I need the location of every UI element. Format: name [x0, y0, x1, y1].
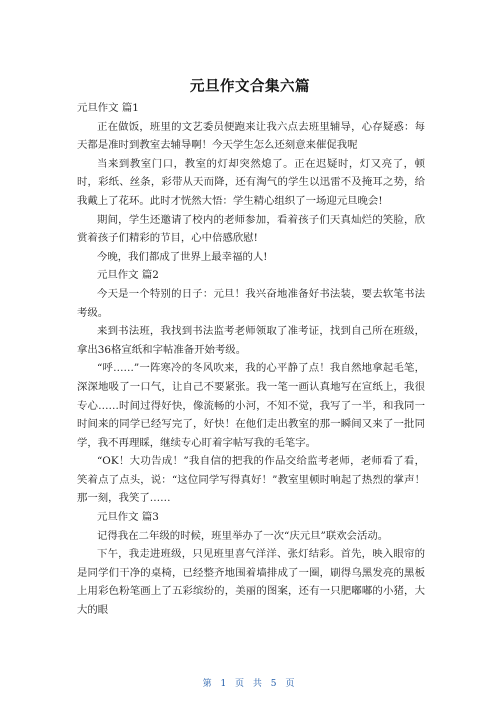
paragraph: 当来到教室门口，教室的灯却突然熄了。正在迟疑时，灯又亮了，顿时，彩纸、丝条，彩带从天而降，还有淘气的学生以迅雷不及掩耳之势，给我戴上了花环。此时才恍然大悟：学生精心组织了一场迎元旦晚会! — [77, 157, 425, 207]
page-footer: 第 1 页 共 5 页 — [202, 679, 298, 689]
section-heading: 元旦作文 篇3 — [97, 511, 159, 524]
paragraph: 今晚，我们都成了世界上最幸福的人! — [97, 250, 268, 263]
paragraph: 下午，我走进班级，只见班里喜气洋洋、张灯结彩。首先，映入眼帘的是同学们干净的桌椅，已经整齐地围着墙排成了一圈，刷得乌黑发亮的黑板上用彩色粉笔画上了五彩缤纷的，美丽的图案，还有一只肥嘟嘟的小猪，大大的眼 — [77, 548, 425, 617]
paragraph: 来到书法班，我找到书法监考老师领取了准考证，找到自己所在班级，拿出36格宣纸和字帖准备开始考级。 — [77, 325, 425, 356]
paragraph: 正在做饭，班里的文艺委员便跑来让我六点去班里辅导，心存疑惑：每天都是准时到教室去辅导啊！今天学生怎么还刻意来催促我呢 — [77, 120, 425, 152]
section-heading: 元旦作文 篇2 — [97, 269, 159, 282]
section-heading: 元旦作文 篇1 — [77, 102, 139, 114]
paragraph: 记得我在二年级的时候，班里举办了一次“庆元旦”联欢会活动。 — [97, 529, 389, 542]
paragraph: 今天是一个特别的日子：元旦！我兴奋地准备好书法装，要去软笔书法考级。 — [77, 287, 425, 319]
document-body — [77, 99, 425, 620]
page-title: 元旦作文合集六篇 — [190, 79, 310, 95]
paragraph: “呼……”一阵寒冷的冬风吹来，我的心平静了点！我自然地拿起毛笔，深深地吸了一口气，让自己不要紧张。我一笔一画认真地写在宣纸上，我很专心……时间过得好快，像流畅的小河，不知不觉，我写了一半，和我同一时间来的同学已经写完了，好快！在他们走出教室的那一瞬间又来了一批同学，我不再理睬，继续专心盯着字帖写我的毛笔字。 — [77, 362, 425, 449]
paragraph: 期间，学生还邀请了校内的老师参加，看着孩子们天真灿烂的笑脸，欣赏着孩子们精彩的节目，心中倍感欣慰! — [77, 213, 425, 245]
paragraph: “OK！大功告成！”我自信的把我的作品交给监考老师，老师看了看，笑着点了点头，说：“这位同学写得真好！”教室里顿时响起了热烈的掌声！那一刻，我笑了…… — [77, 455, 425, 505]
